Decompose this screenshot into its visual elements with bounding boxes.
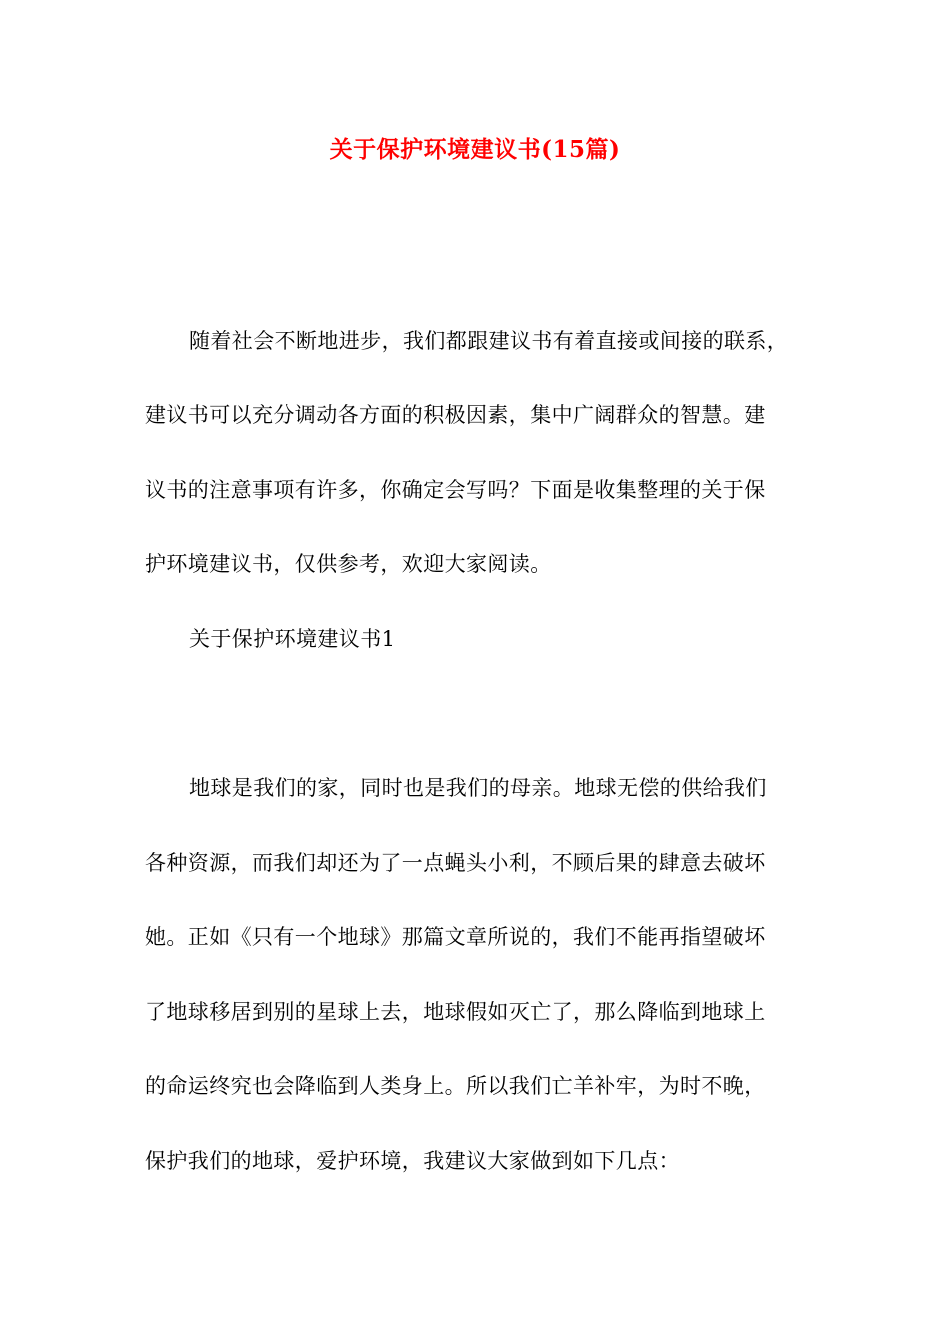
document-title: 关于保护环境建议书(15篇) [329,136,621,163]
section-heading: 关于保护环境建议书1 [189,627,396,651]
intro-line-2: 建议书可以充分调动各方面的积极因素，集中广阔群众的智慧。建 [145,403,766,427]
body-line-5: 的命运终究也会降临到人类身上。所以我们亡羊补牢，为时不晚， [145,1074,766,1098]
intro-line-3: 议书的注意事项有许多，你确定会写吗？下面是收集整理的关于保 [145,478,766,502]
intro-line-4: 护环境建议书，仅供参考，欢迎大家阅读。 [145,552,552,576]
body-line-4: 了地球移居到别的星球上去，地球假如灭亡了，那么降临到地球上 [145,1000,766,1024]
body-line-1: 地球是我们的家，同时也是我们的母亲。地球无偿的供给我们 [189,776,767,800]
body-line-6: 保护我们的地球，爱护环境，我建议大家做到如下几点： [145,1149,680,1173]
body-line-3: 她。正如《只有一个地球》那篇文章所说的，我们不能再指望破坏 [145,925,766,949]
intro-line-1: 随着社会不断地进步，我们都跟建议书有着直接或间接的联系， [189,329,789,353]
body-line-2: 各种资源，而我们却还为了一点蝇头小利，不顾后果的肆意去破坏 [145,851,766,875]
